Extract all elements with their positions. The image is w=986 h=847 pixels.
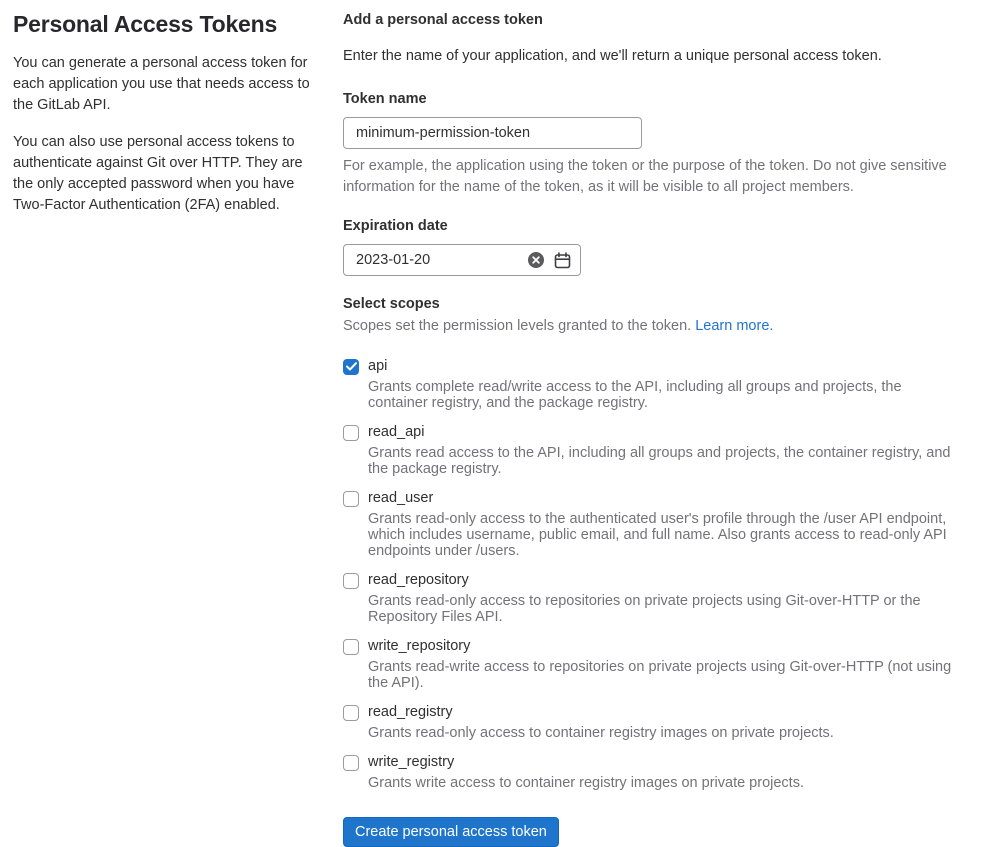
scope-name[interactable]: read_api xyxy=(368,424,425,440)
scope-name[interactable]: api xyxy=(368,358,388,374)
expiration-date-field[interactable] xyxy=(343,244,581,276)
page-title: Personal Access Tokens xyxy=(13,11,278,37)
scope-checkbox[interactable] xyxy=(343,359,359,375)
check-icon xyxy=(346,362,357,371)
calendar-icon xyxy=(554,252,571,269)
scope-item xyxy=(343,423,965,477)
select-scopes-label: Select scopes xyxy=(343,296,440,312)
token-name-input[interactable] xyxy=(343,117,642,149)
scope-head xyxy=(343,637,965,656)
scope-item xyxy=(343,489,965,559)
token-name-label: Token name xyxy=(343,91,427,107)
scopes-help xyxy=(343,316,965,337)
settings-section-description xyxy=(13,10,330,847)
scope-item xyxy=(343,703,965,741)
x-circle-icon xyxy=(527,251,545,269)
scope-description: Grants write access to container registry images on private projects. xyxy=(368,775,804,791)
scope-head xyxy=(343,753,965,772)
scope-description: Grants read access to the API, including all groups and projects, the container registry, and the package registry. xyxy=(368,445,951,477)
scope-description: Grants read-write access to repositories on private projects using Git-over-HTTP (not using the API). xyxy=(368,659,952,691)
learn-more-link[interactable]: Learn more. xyxy=(695,318,774,334)
scope-name[interactable]: read_registry xyxy=(368,704,453,720)
create-token-button[interactable]: Create personal access token xyxy=(343,817,559,847)
scope-description: Grants read-only access to repositories on private projects using Git-over-HTTP or the Repository Files API. xyxy=(368,593,921,625)
scope-checkbox[interactable] xyxy=(343,755,359,771)
scope-head xyxy=(343,703,965,722)
scope-head xyxy=(343,357,965,376)
expiration-date-label: Expiration date xyxy=(343,218,448,234)
scope-name[interactable]: read_user xyxy=(368,490,434,506)
scope-description: Grants complete read/write access to the API, including all groups and projects, the container registry, and the package registry. xyxy=(368,379,902,411)
scope-name[interactable]: write_registry xyxy=(368,754,455,770)
section-description-paragraph-2: You can also use personal access tokens to authenticate against Git over HTTP. They are the only accepted password when you have Two-Factor Authentication (2FA) enabled. xyxy=(13,134,303,213)
section-description-paragraph-1: You can generate a personal access token for each application you use that needs access to the GitLab API. xyxy=(13,55,310,113)
expiration-date-input[interactable] xyxy=(356,252,520,268)
clear-date-button[interactable] xyxy=(526,250,546,270)
scope-item xyxy=(343,637,965,691)
scopes-list xyxy=(343,357,965,791)
scope-description: Grants read-only access to the authenticated user's profile through the /user API endpoint, which includes username, public email, and full name. Also grants access to read-only API endpoints under /users. xyxy=(368,511,947,559)
scope-head xyxy=(343,571,965,590)
scope-name[interactable]: read_repository xyxy=(368,572,469,588)
scope-item xyxy=(343,357,965,411)
add-token-form xyxy=(343,10,965,847)
scope-description: Grants read-only access to container registry images on private projects. xyxy=(368,725,834,741)
scope-checkbox[interactable] xyxy=(343,491,359,507)
scope-checkbox[interactable] xyxy=(343,425,359,441)
form-heading: Add a personal access token xyxy=(343,12,543,28)
scopes-help-text: Scopes set the permission levels granted to the token. xyxy=(343,318,692,334)
scope-name[interactable]: write_repository xyxy=(368,638,471,654)
scope-head xyxy=(343,489,965,508)
scope-checkbox[interactable] xyxy=(343,705,359,721)
form-intro: Enter the name of your application, and we'll return a unique personal access token. xyxy=(343,48,882,64)
open-datepicker-button[interactable] xyxy=(552,250,572,270)
scope-checkbox[interactable] xyxy=(343,573,359,589)
scope-checkbox[interactable] xyxy=(343,639,359,655)
scope-item xyxy=(343,571,965,625)
scope-item xyxy=(343,753,965,791)
scope-head xyxy=(343,423,965,442)
token-name-help: For example, the application using the token or the purpose of the token. Do not give sensitive information for the name of the token, as it will be visible to all project members. xyxy=(343,158,947,195)
